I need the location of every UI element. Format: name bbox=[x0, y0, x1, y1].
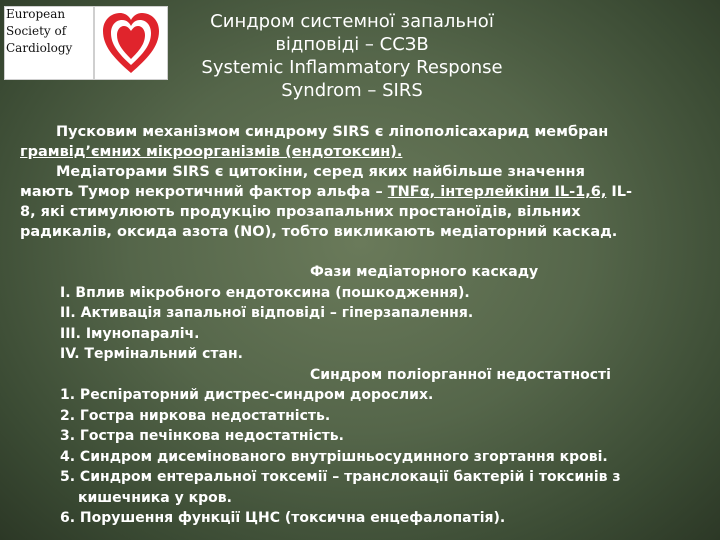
phase-item: II. Активація запальної відповіді – гіперзапалення. bbox=[60, 305, 474, 321]
intro-line-6: радикалів, оксида азота (NO), тобто викликають медіаторний каскад. bbox=[20, 224, 618, 240]
intro-line-4-tail: IL- bbox=[606, 184, 633, 200]
phases-heading: Фази медіаторного каскаду bbox=[310, 264, 539, 280]
intro-line-2: грамвід’ємних мікроорганізмів (ендотоксин). bbox=[20, 144, 403, 160]
mods-item: 5. Синдром ентеральної токсемії – транслокації бактерій і токсинів з bbox=[60, 469, 621, 485]
logo-line-2: Society of bbox=[6, 24, 67, 38]
phase-item: IV. Термінальний стан. bbox=[60, 346, 243, 362]
mods-heading: Синдром поліорганної недостатності bbox=[310, 366, 611, 383]
intro-line-4 bbox=[20, 182, 710, 202]
intro-line-4-text: мають Тумор некротичний фактор альфа – bbox=[20, 184, 388, 200]
title-line-3: Systemic Inflammatory Response bbox=[201, 57, 503, 78]
intro-paragraphs bbox=[20, 122, 710, 242]
mods-item: 2. Гостра ниркова недостатність. bbox=[60, 407, 331, 424]
mods-item: 6. Порушення функції ЦНС (токсична енцефалопатія). bbox=[60, 510, 506, 526]
intro-line-5: 8, які стимулюють продукцію прозапальних простаноїдів, вільних bbox=[20, 204, 581, 220]
mods-item: 1. Респіраторний дистрес-синдром дорослих. bbox=[60, 387, 434, 403]
title-line-2: відповіді – ССЗВ bbox=[275, 34, 429, 55]
phase-item: I. Вплив мікробного ендотоксина (пошкодження). bbox=[60, 284, 470, 301]
title-line-1: Синдром системної запальної bbox=[210, 11, 494, 32]
phase-item: III. Імунопараліч. bbox=[60, 325, 200, 342]
title-line-4: Syndrom – SIRS bbox=[281, 80, 423, 101]
mods-item-continuation: кишечника у кров. bbox=[78, 489, 232, 506]
esc-logo-text bbox=[6, 6, 92, 57]
logo-line-3: Cardiology bbox=[6, 41, 73, 55]
intro-line-1: Пусковим механізмом синдрому SIRS є ліпополісахарид мембран bbox=[56, 124, 609, 140]
heart-logo bbox=[94, 6, 168, 80]
phases-section bbox=[60, 262, 710, 529]
mods-item: 3. Гостра печінкова недостатність. bbox=[60, 428, 344, 444]
slide-title bbox=[172, 10, 532, 102]
mods-item: 4. Синдром дисемінованого внутрішньосудинного згортання крові. bbox=[60, 448, 608, 465]
intro-line-3: Медіаторами SIRS є цитокіни, серед яких найбільше значення bbox=[56, 164, 585, 180]
heart-icon bbox=[95, 7, 167, 79]
tnf-link: TNFα, інтерлейкіни IL-1,6, bbox=[387, 184, 607, 200]
logo-line-1: European bbox=[6, 7, 66, 21]
